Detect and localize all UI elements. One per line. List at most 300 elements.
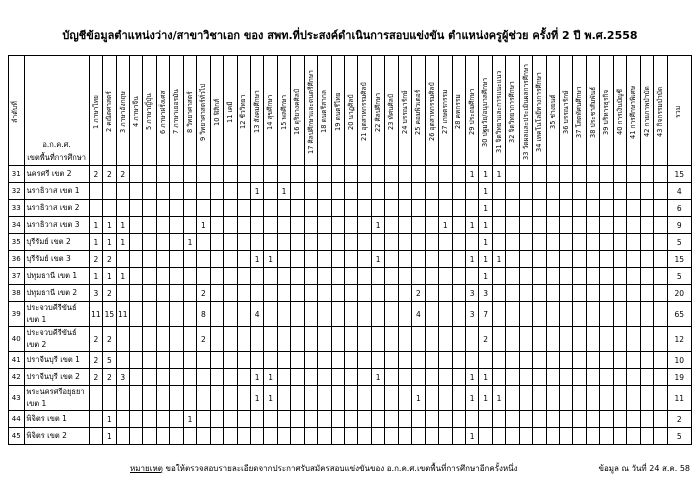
cell-subject-37 [573, 386, 586, 411]
cell-subject-35 [546, 268, 559, 285]
column-header-no: ลำดับที่ [9, 56, 25, 166]
cell-subject-6 [156, 251, 169, 268]
cell-subject-37 [573, 183, 586, 200]
cell-subject-35 [546, 285, 559, 302]
cell-subject-35 [546, 217, 559, 234]
cell-subject-21 [358, 234, 371, 251]
cell-subject-32 [506, 183, 519, 200]
cell-subject-32 [506, 217, 519, 234]
cell-subject-17 [304, 369, 317, 386]
cell-subject-1: 11 [89, 302, 102, 327]
cell-subject-23 [385, 386, 398, 411]
cell-subject-11 [224, 166, 237, 183]
cell-subject-34 [533, 352, 546, 369]
cell-subject-42 [640, 327, 653, 352]
cell-subject-36 [560, 302, 573, 327]
row-office-name: ปทุมธานี เขต 1 [24, 268, 89, 285]
cell-subject-22: 1 [371, 369, 384, 386]
cell-subject-31 [492, 369, 505, 386]
cell-subject-36 [560, 166, 573, 183]
cell-subject-4 [130, 217, 143, 234]
cell-subject-3 [116, 327, 129, 352]
cell-subject-5 [143, 302, 156, 327]
cell-subject-26 [425, 217, 438, 234]
cell-subject-6 [156, 327, 169, 352]
cell-subject-13 [250, 217, 263, 234]
cell-subject-38 [586, 327, 599, 352]
cell-subject-27 [439, 352, 452, 369]
row-office-name: บุรีรัมย์ เขต 3 [24, 251, 89, 268]
cell-subject-23 [385, 411, 398, 428]
cell-subject-4 [130, 327, 143, 352]
cell-subject-6 [156, 183, 169, 200]
cell-subject-35 [546, 428, 559, 445]
cell-subject-33 [519, 369, 532, 386]
cell-subject-10 [210, 268, 223, 285]
cell-subject-27: 1 [439, 217, 452, 234]
cell-subject-14 [264, 411, 277, 428]
cell-subject-1: 1 [89, 268, 102, 285]
cell-subject-18 [318, 251, 331, 268]
cell-subject-39 [600, 411, 613, 428]
cell-subject-8 [183, 285, 196, 302]
cell-subject-36 [560, 200, 573, 217]
cell-subject-3: 1 [116, 217, 129, 234]
cell-subject-42 [640, 285, 653, 302]
column-header-subject: 2 คณิตศาสตร์ [103, 56, 116, 166]
cell-subject-43 [654, 302, 667, 327]
cell-subject-33 [519, 411, 532, 428]
cell-subject-41 [627, 386, 640, 411]
column-header-subject: 18 ดนตรีสากล [318, 56, 331, 166]
column-header-subject: 37 โสตทัศนศึกษา [573, 56, 586, 166]
data-as-of-date: ข้อมูล ณ วันที่ 24 ส.ค. 58 [598, 464, 690, 473]
cell-subject-21 [358, 251, 371, 268]
cell-subject-33 [519, 166, 532, 183]
cell-subject-7 [170, 251, 183, 268]
cell-subject-8 [183, 369, 196, 386]
table-row [9, 302, 692, 327]
cell-subject-35 [546, 251, 559, 268]
cell-subject-31 [492, 285, 505, 302]
row-number: 34 [9, 217, 25, 234]
table-row [9, 285, 692, 302]
cell-subject-16 [291, 411, 304, 428]
cell-subject-24 [398, 428, 411, 445]
cell-subject-14 [264, 327, 277, 352]
cell-subject-21 [358, 285, 371, 302]
cell-subject-26 [425, 183, 438, 200]
cell-subject-17 [304, 234, 317, 251]
cell-subject-13 [250, 166, 263, 183]
cell-subject-17 [304, 386, 317, 411]
row-office-name: ประจวบคีรีขันธ์ เขต 2 [24, 327, 89, 352]
cell-subject-7 [170, 166, 183, 183]
column-header-subject: 11 เคมี [224, 56, 237, 166]
cell-subject-32 [506, 234, 519, 251]
cell-subject-31: 1 [492, 386, 505, 411]
cell-subject-23 [385, 428, 398, 445]
cell-subject-16 [291, 302, 304, 327]
cell-subject-9 [197, 183, 210, 200]
cell-subject-39 [600, 251, 613, 268]
cell-subject-20 [345, 200, 358, 217]
cell-subject-20 [345, 268, 358, 285]
cell-subject-24 [398, 234, 411, 251]
cell-subject-1 [89, 411, 102, 428]
cell-subject-14 [264, 234, 277, 251]
cell-subject-17 [304, 428, 317, 445]
column-header-subject: 5 ภาษาญี่ปุ่น [143, 56, 156, 166]
cell-subject-26 [425, 234, 438, 251]
cell-subject-33 [519, 217, 532, 234]
cell-subject-38 [586, 234, 599, 251]
cell-subject-9 [197, 200, 210, 217]
cell-subject-39 [600, 327, 613, 352]
cell-subject-4 [130, 386, 143, 411]
cell-subject-40 [613, 327, 626, 352]
cell-subject-21 [358, 411, 371, 428]
cell-subject-32 [506, 200, 519, 217]
cell-subject-32 [506, 411, 519, 428]
cell-subject-8 [183, 200, 196, 217]
cell-subject-22 [371, 285, 384, 302]
cell-subject-25 [412, 327, 425, 352]
cell-subject-28 [452, 352, 465, 369]
cell-subject-42 [640, 302, 653, 327]
row-total: 20 [667, 285, 691, 302]
cell-subject-8 [183, 166, 196, 183]
cell-subject-22 [371, 386, 384, 411]
cell-subject-30: 1 [479, 166, 492, 183]
cell-subject-7 [170, 268, 183, 285]
cell-subject-15 [277, 428, 290, 445]
cell-subject-14 [264, 183, 277, 200]
cell-subject-7 [170, 200, 183, 217]
cell-subject-42 [640, 234, 653, 251]
column-header-subject: 27 เกษตรกรรม [439, 56, 452, 166]
cell-subject-35 [546, 183, 559, 200]
column-header-subject: 35 ช่างยนต์ [546, 56, 559, 166]
cell-subject-37 [573, 411, 586, 428]
cell-subject-39 [600, 428, 613, 445]
cell-subject-18 [318, 386, 331, 411]
cell-subject-9 [197, 386, 210, 411]
cell-subject-24 [398, 166, 411, 183]
cell-subject-29 [465, 327, 478, 352]
cell-subject-33 [519, 386, 532, 411]
column-header-subject: 17 ศิลปศึกษาและดนตรีศึกษา [304, 56, 317, 166]
cell-subject-3: 1 [116, 268, 129, 285]
cell-subject-28 [452, 268, 465, 285]
cell-subject-13 [250, 327, 263, 352]
column-header-subject: 4 ภาษาจีน [130, 56, 143, 166]
row-office-name: พิจิตร เขต 2 [24, 428, 89, 445]
cell-subject-37 [573, 234, 586, 251]
cell-subject-34 [533, 327, 546, 352]
row-office-name: ประจวบคีรีขันธ์ เขต 1 [24, 302, 89, 327]
cell-subject-16 [291, 285, 304, 302]
cell-subject-5 [143, 369, 156, 386]
cell-subject-24 [398, 411, 411, 428]
cell-subject-38 [586, 386, 599, 411]
cell-subject-28 [452, 369, 465, 386]
cell-subject-1 [89, 200, 102, 217]
cell-subject-40 [613, 251, 626, 268]
cell-subject-40 [613, 352, 626, 369]
cell-subject-16 [291, 217, 304, 234]
cell-subject-39 [600, 352, 613, 369]
cell-subject-43 [654, 428, 667, 445]
cell-subject-20 [345, 285, 358, 302]
cell-subject-30: 1 [479, 200, 492, 217]
cell-subject-8 [183, 268, 196, 285]
cell-subject-21 [358, 200, 371, 217]
cell-subject-20 [345, 428, 358, 445]
cell-subject-38 [586, 200, 599, 217]
cell-subject-19 [331, 166, 344, 183]
cell-subject-10 [210, 411, 223, 428]
cell-subject-29 [465, 200, 478, 217]
cell-subject-43 [654, 251, 667, 268]
row-number: 38 [9, 285, 25, 302]
cell-subject-13 [250, 411, 263, 428]
cell-subject-37 [573, 302, 586, 327]
cell-subject-30 [479, 352, 492, 369]
column-header-subject: 31 จิตวิทยาและการแนะแนว [492, 56, 505, 166]
vacancy-table [8, 55, 692, 445]
cell-subject-6 [156, 369, 169, 386]
cell-subject-30: 1 [479, 386, 492, 411]
cell-subject-22 [371, 352, 384, 369]
cell-subject-32 [506, 369, 519, 386]
cell-subject-11 [224, 268, 237, 285]
cell-subject-23 [385, 327, 398, 352]
row-number: 41 [9, 352, 25, 369]
cell-subject-11 [224, 217, 237, 234]
cell-subject-34 [533, 428, 546, 445]
cell-subject-31 [492, 411, 505, 428]
cell-subject-28 [452, 285, 465, 302]
cell-subject-2: 1 [103, 268, 116, 285]
cell-subject-37 [573, 369, 586, 386]
cell-subject-10 [210, 217, 223, 234]
cell-subject-35 [546, 352, 559, 369]
cell-subject-21 [358, 183, 371, 200]
cell-subject-26 [425, 327, 438, 352]
cell-subject-29: 1 [465, 217, 478, 234]
cell-subject-27 [439, 411, 452, 428]
cell-subject-17 [304, 166, 317, 183]
cell-subject-17 [304, 251, 317, 268]
cell-subject-19 [331, 200, 344, 217]
cell-subject-33 [519, 183, 532, 200]
cell-subject-28 [452, 234, 465, 251]
cell-subject-11 [224, 183, 237, 200]
cell-subject-31 [492, 200, 505, 217]
cell-subject-5 [143, 428, 156, 445]
cell-subject-12 [237, 386, 250, 411]
cell-subject-7 [170, 217, 183, 234]
cell-subject-5 [143, 285, 156, 302]
cell-subject-8 [183, 352, 196, 369]
cell-subject-1: 2 [89, 369, 102, 386]
cell-subject-4 [130, 352, 143, 369]
cell-subject-27 [439, 302, 452, 327]
footnote-label: หมายเหตุ [130, 464, 163, 473]
cell-subject-12 [237, 166, 250, 183]
cell-subject-37 [573, 166, 586, 183]
cell-subject-33 [519, 251, 532, 268]
cell-subject-38 [586, 285, 599, 302]
cell-subject-29: 1 [465, 369, 478, 386]
cell-subject-32 [506, 352, 519, 369]
cell-subject-18 [318, 200, 331, 217]
table-body [9, 166, 692, 445]
cell-subject-2: 15 [103, 302, 116, 327]
cell-subject-41 [627, 251, 640, 268]
cell-subject-5 [143, 183, 156, 200]
cell-subject-43 [654, 268, 667, 285]
cell-subject-20 [345, 411, 358, 428]
column-header-subject: 22 ศิลปศึกษา [371, 56, 384, 166]
cell-subject-6 [156, 386, 169, 411]
cell-subject-33 [519, 302, 532, 327]
cell-subject-24 [398, 285, 411, 302]
cell-subject-15 [277, 285, 290, 302]
cell-subject-1 [89, 386, 102, 411]
cell-subject-37 [573, 285, 586, 302]
cell-subject-22 [371, 183, 384, 200]
cell-subject-36 [560, 352, 573, 369]
cell-subject-26 [425, 428, 438, 445]
cell-subject-18 [318, 183, 331, 200]
cell-subject-2: 5 [103, 352, 116, 369]
table-row [9, 411, 692, 428]
row-total: 19 [667, 369, 691, 386]
cell-subject-34 [533, 200, 546, 217]
cell-subject-13: 1 [250, 183, 263, 200]
cell-subject-8 [183, 327, 196, 352]
column-header-subject: 26 อุตสาหกรรมศิลป์ [425, 56, 438, 166]
cell-subject-13: 1 [250, 386, 263, 411]
cell-subject-1: 1 [89, 217, 102, 234]
cell-subject-18 [318, 302, 331, 327]
cell-subject-23 [385, 166, 398, 183]
cell-subject-30: 7 [479, 302, 492, 327]
cell-subject-4 [130, 302, 143, 327]
cell-subject-26 [425, 285, 438, 302]
table-row [9, 166, 692, 183]
cell-subject-30: 3 [479, 285, 492, 302]
cell-subject-31: 1 [492, 166, 505, 183]
cell-subject-42 [640, 369, 653, 386]
cell-subject-15: 1 [277, 183, 290, 200]
cell-subject-11 [224, 200, 237, 217]
cell-subject-37 [573, 217, 586, 234]
cell-subject-14 [264, 302, 277, 327]
cell-subject-33 [519, 200, 532, 217]
cell-subject-13: 1 [250, 369, 263, 386]
cell-subject-40 [613, 200, 626, 217]
row-number: 32 [9, 183, 25, 200]
cell-subject-23 [385, 369, 398, 386]
cell-subject-22 [371, 428, 384, 445]
cell-subject-16 [291, 166, 304, 183]
cell-subject-43 [654, 327, 667, 352]
column-header-subject: 39 บริหารธุรกิจ [600, 56, 613, 166]
cell-subject-27 [439, 166, 452, 183]
cell-subject-26 [425, 166, 438, 183]
cell-subject-13: 4 [250, 302, 263, 327]
cell-subject-37 [573, 352, 586, 369]
row-office-name: นครศรี เขต 2 [24, 166, 89, 183]
cell-subject-32 [506, 302, 519, 327]
row-total: 9 [667, 217, 691, 234]
cell-subject-40 [613, 268, 626, 285]
cell-subject-43 [654, 166, 667, 183]
cell-subject-6 [156, 200, 169, 217]
cell-subject-39 [600, 369, 613, 386]
cell-subject-19 [331, 217, 344, 234]
row-number: 40 [9, 327, 25, 352]
cell-subject-15 [277, 352, 290, 369]
cell-subject-22: 1 [371, 217, 384, 234]
cell-subject-41 [627, 302, 640, 327]
cell-subject-17 [304, 327, 317, 352]
cell-subject-18 [318, 234, 331, 251]
cell-subject-15 [277, 369, 290, 386]
cell-subject-14: 1 [264, 386, 277, 411]
cell-subject-34 [533, 302, 546, 327]
cell-subject-33 [519, 428, 532, 445]
cell-subject-40 [613, 217, 626, 234]
cell-subject-3 [116, 200, 129, 217]
cell-subject-20 [345, 386, 358, 411]
cell-subject-25 [412, 352, 425, 369]
cell-subject-18 [318, 411, 331, 428]
cell-subject-15 [277, 327, 290, 352]
cell-subject-30: 1 [479, 217, 492, 234]
cell-subject-18 [318, 166, 331, 183]
cell-subject-10 [210, 302, 223, 327]
cell-subject-26 [425, 411, 438, 428]
column-header-subject: 21 อุตสาหกรรมศิลป์ [358, 56, 371, 166]
column-header-subject: 34 เทคโนโลยีทางการศึกษา [533, 56, 546, 166]
cell-subject-13 [250, 200, 263, 217]
cell-subject-22 [371, 411, 384, 428]
column-header-subject: 9 วิทยาศาสตร์ทั่วไป [197, 56, 210, 166]
table-row [9, 217, 692, 234]
cell-subject-30 [479, 428, 492, 445]
cell-subject-18 [318, 268, 331, 285]
cell-subject-5 [143, 251, 156, 268]
cell-subject-29 [465, 183, 478, 200]
cell-subject-1: 2 [89, 166, 102, 183]
cell-subject-36 [560, 268, 573, 285]
cell-subject-42 [640, 251, 653, 268]
row-number: 31 [9, 166, 25, 183]
cell-subject-27 [439, 268, 452, 285]
cell-subject-37 [573, 428, 586, 445]
cell-subject-5 [143, 327, 156, 352]
cell-subject-39 [600, 285, 613, 302]
cell-subject-21 [358, 369, 371, 386]
column-header-subject: 41 การศึกษาพิเศษ [627, 56, 640, 166]
cell-subject-28 [452, 217, 465, 234]
row-total: 15 [667, 166, 691, 183]
cell-subject-15 [277, 166, 290, 183]
